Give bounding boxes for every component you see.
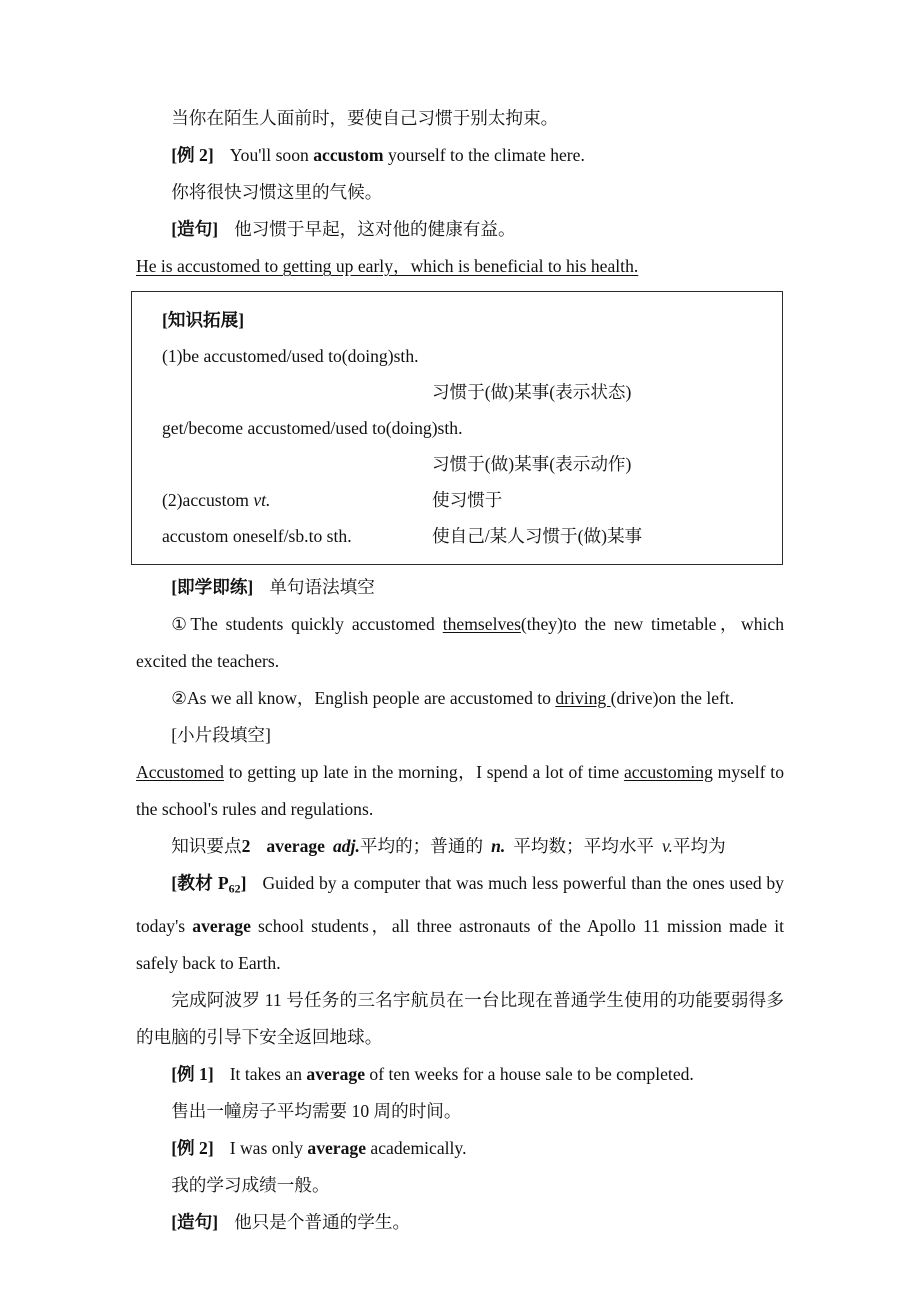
cloze-answer-1: Accustomed — [136, 762, 224, 782]
practice-item-2 — [136, 680, 784, 717]
example-2-keyword: accustom — [313, 145, 384, 165]
cloze-end: myself to the school's rules and regulations. — [136, 762, 784, 819]
point2-example-1-post: of ten weeks for a house sale to be completed. — [365, 1063, 694, 1084]
translation-line-1: 当你在陌生人面前时，要使自己习惯于别太拘束。 — [171, 108, 559, 128]
point2-example-1-pre: It takes an — [229, 1063, 307, 1084]
practice-item-2-answer: driving — [555, 688, 611, 708]
knowledge-box-row-3-en: get/become accustomed/used to(doing)sth. — [162, 418, 463, 438]
practice-label: 单句语法填空 — [269, 577, 375, 597]
make-sentence-answer-1: He is accustomed to getting up early，which is beneficial to his health. — [136, 256, 639, 276]
knowledge-box-row-5-cn: 使习惯于 — [432, 490, 503, 510]
textbook-tag-pre: [教材 P — [171, 873, 229, 893]
point2-example-1-line — [136, 1056, 784, 1093]
practice-item-1-pre: ①The students quickly accustomed — [171, 614, 443, 634]
point2-pos-v: v. — [662, 836, 673, 856]
point2-pos-n: n. — [491, 836, 506, 856]
knowledge-box-row-6 — [132, 518, 782, 554]
point2-example-2-translation: 我的学习成绩一般。 — [171, 1174, 330, 1195]
point2-word: average — [266, 836, 325, 856]
knowledge-box-row-4-cn: 习惯于(做)某事(表示动作) — [432, 454, 632, 474]
textbook-translation: 完成阿波罗 11 号任务的三名宇航员在一台比现在普通学生使用的功能要弱得多的电脑的引导下安全返回地球。 — [136, 989, 784, 1047]
page-content — [136, 100, 784, 1241]
textbook-quote-line — [136, 865, 784, 982]
example-2-tag: [例 2] — [171, 145, 214, 165]
knowledge-box-row-6-cn: 使自己/某人习惯于(做)某事 — [432, 526, 643, 546]
point2-make-sentence-prompt: 他只是个普通的学生。 — [234, 1211, 411, 1232]
point2-example-2-keyword: average — [307, 1137, 367, 1158]
knowledge-box-row-6-en: accustom oneself/sb.to sth. — [162, 526, 352, 546]
make-sentence-line-1 — [136, 211, 784, 248]
knowledge-box-row-3 — [132, 410, 782, 446]
textbook-sentence-keyword: average — [192, 915, 251, 936]
practice-item-1 — [136, 606, 784, 680]
point2-make-sentence-tag: [造句] — [171, 1211, 219, 1232]
cloze-header-line — [136, 717, 784, 754]
textbook-page-number: 62 — [228, 881, 241, 896]
cloze-tag: [小片段填空] — [171, 725, 271, 745]
make-sentence-prompt-1: 他习惯于早起，这对他的健康有益。 — [234, 219, 516, 239]
textbook-tag-post: ] — [240, 873, 247, 893]
knowledge-box-row-5 — [132, 482, 782, 518]
knowledge-box-row-1-en: (1)be accustomed/used to(doing)sth. — [162, 346, 419, 366]
point2-example-1-translation: 售出一幢房子平均需要 10 周的时间。 — [171, 1100, 462, 1121]
example-2-pre: You'll soon — [229, 145, 314, 165]
point2-def-adj: 平均的；普通的 — [359, 836, 484, 856]
knowledge-box-title-text: [知识拓展] — [162, 310, 245, 330]
knowledge-box-row-2-cn: 习惯于(做)某事(表示状态) — [432, 382, 632, 402]
cloze-mid: to getting up late in the morning，I spend a lot of time — [223, 762, 624, 782]
practice-item-1-post: (they)to the new timetable，which excited the teachers. — [136, 614, 784, 671]
textbook-sentence-pre: Guided by a computer that was much less powerful than the ones used by today's — [136, 873, 784, 936]
point2-example-1-tag: [例 1] — [171, 1063, 214, 1084]
knowledge-box-row-2 — [132, 374, 782, 410]
textbook-sentence-post: school students，all three astronauts of the Apollo 11 mission made it safely back to Earth. — [136, 915, 784, 973]
point2-example-2-line — [136, 1130, 784, 1167]
practice-item-2-pre: ②As we all know，English people are accustomed to — [171, 688, 556, 708]
knowledge-box-row-1 — [132, 338, 782, 374]
point2-example-2-post: academically. — [366, 1137, 467, 1158]
point2-heading — [136, 828, 784, 865]
example-2-post: yourself to the climate here. — [383, 145, 585, 165]
practice-header-line — [136, 569, 784, 606]
cloze-answer-2: accustoming — [623, 762, 713, 782]
point2-example-2-pre: I was only — [229, 1137, 308, 1158]
knowledge-box-row-5-en-plain: (2)accustom — [162, 490, 254, 510]
point2-make-sentence-line — [136, 1204, 784, 1241]
make-sentence-answer-line-1 — [136, 248, 784, 285]
knowledge-box-row-5-pos: vt. — [253, 490, 271, 510]
knowledge-box-row-5-en — [162, 482, 432, 518]
textbook-tag — [171, 873, 247, 896]
knowledge-expansion-box — [131, 291, 783, 565]
knowledge-box-row-4 — [132, 446, 782, 482]
point2-def-n: 平均数；平均水平 — [513, 836, 655, 856]
point2-heading-label: 知识要点 — [171, 836, 242, 856]
translation-line-2: 你将很快习惯这里的气候。 — [171, 182, 383, 202]
practice-item-2-post: (drive)on the left. — [610, 688, 735, 708]
point2-def-v: 平均为 — [672, 836, 726, 856]
point2-example-2-tag: [例 2] — [171, 1137, 214, 1158]
knowledge-box-title — [132, 302, 782, 338]
point2-pos-adj: adj. — [333, 836, 360, 856]
point2-example-1-keyword: average — [306, 1063, 366, 1084]
practice-item-1-answer: themselves — [442, 614, 521, 634]
cloze-paragraph — [136, 754, 784, 828]
practice-tag: [即学即练] — [171, 577, 254, 597]
point2-heading-number: 2 — [241, 836, 251, 856]
make-sentence-tag-1: [造句] — [171, 219, 219, 239]
example-2-line — [136, 137, 784, 174]
